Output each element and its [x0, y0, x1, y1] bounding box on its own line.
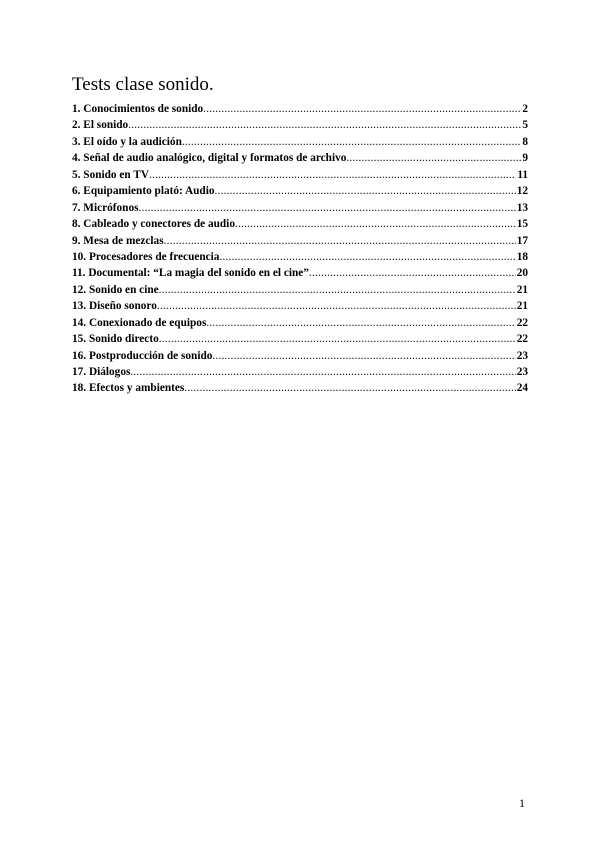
- toc-entry-12[interactable]: [72, 282, 528, 298]
- toc-entry-label: 9. Mesa de mezclas: [72, 234, 164, 247]
- toc-entry-label: 17. Diálogos: [72, 366, 131, 378]
- toc-entry-page: 8: [522, 135, 528, 148]
- toc-entry-page: 2: [522, 103, 528, 115]
- dot-leader: [159, 282, 516, 298]
- toc-entry-4[interactable]: [72, 150, 528, 166]
- toc-entry-16[interactable]: [72, 348, 528, 364]
- toc-entry-1[interactable]: [72, 101, 528, 117]
- toc-entry-page: 24: [516, 382, 528, 395]
- toc-entry-page: 18: [516, 250, 528, 263]
- toc-entry-label: 7. Micrófonos: [72, 201, 139, 214]
- toc-entry-label: 15. Sonido directo: [72, 333, 159, 346]
- toc-entry-14[interactable]: [72, 315, 528, 331]
- page-number: 1: [519, 796, 525, 810]
- toc-entry-13[interactable]: [72, 298, 528, 314]
- toc-entry-label: 8. Cableado y conectores de audio: [72, 218, 235, 231]
- toc-entry-page: 9: [522, 152, 528, 165]
- toc-entry-label: 14. Conexionado de equipos: [72, 316, 207, 329]
- toc-entry-label: 3. El oído y la audición: [72, 135, 182, 148]
- dot-leader: [157, 298, 516, 314]
- toc-entry-label: 4. Señal de audio analógico, digital y formatos de archivo: [72, 152, 347, 165]
- document-title: Tests clase sonido.: [72, 74, 214, 95]
- dot-leader: [182, 134, 521, 150]
- toc-entry-8[interactable]: [72, 216, 528, 232]
- toc-entry-10[interactable]: [72, 249, 528, 265]
- dot-leader: [219, 249, 515, 265]
- toc-entry-3[interactable]: [72, 134, 528, 150]
- dot-leader: [309, 265, 516, 281]
- dot-leader: [128, 117, 521, 133]
- toc-entry-label: 2. El sonido: [72, 119, 129, 132]
- dot-leader: [164, 233, 516, 249]
- toc-entry-page: 22: [516, 316, 528, 329]
- toc-entry-label: 16. Postproducción de sonido: [72, 349, 213, 362]
- toc-entry-page: 15: [516, 218, 528, 231]
- toc-entry-label: 13. Diseño sonoro: [72, 300, 157, 313]
- toc-entry-page: 20: [516, 267, 528, 280]
- toc-entry-18[interactable]: [72, 380, 528, 396]
- dot-leader: [212, 348, 515, 364]
- dot-leader: [149, 167, 516, 183]
- toc-entry-15[interactable]: [72, 331, 528, 347]
- dot-leader: [206, 315, 515, 331]
- toc-entry-page: 12: [516, 185, 528, 198]
- toc-entry-label: 11. Documental: “La magia del sonido en el cine”: [72, 267, 309, 280]
- toc-entry-page: 21: [516, 283, 528, 296]
- table-of-contents: [72, 101, 528, 397]
- toc-entry-11[interactable]: [72, 265, 528, 281]
- toc-entry-9[interactable]: [72, 233, 528, 249]
- toc-entry-page: 17: [516, 234, 528, 247]
- dot-leader: [159, 331, 516, 347]
- toc-entry-7[interactable]: [72, 200, 528, 216]
- dot-leader: [139, 200, 516, 216]
- toc-entry-page: 21: [516, 300, 528, 313]
- toc-entry-6[interactable]: [72, 183, 528, 199]
- toc-entry-2[interactable]: [72, 117, 528, 133]
- dot-leader: [235, 216, 516, 232]
- toc-entry-17[interactable]: [72, 364, 528, 380]
- dot-leader: [346, 150, 521, 166]
- dot-leader: [203, 101, 521, 117]
- toc-entry-label: 5. Sonido en TV: [72, 168, 150, 181]
- toc-entry-page: 23: [516, 349, 528, 362]
- toc-entry-page: 11: [517, 168, 528, 181]
- dot-leader: [215, 183, 516, 199]
- dot-leader: [184, 380, 515, 396]
- dot-leader: [130, 364, 515, 380]
- toc-entry-label: 6. Equipamiento plató: Audio: [72, 185, 215, 198]
- toc-entry-label: 1. Conocimientos de sonido: [72, 103, 204, 115]
- toc-entry-page: 22: [516, 333, 528, 346]
- toc-entry-page: 13: [516, 201, 528, 214]
- toc-entry-label: 18. Efectos y ambientes: [72, 382, 185, 395]
- toc-entry-label: 12. Sonido en cine: [72, 283, 159, 296]
- toc-entry-page: 23: [516, 366, 528, 378]
- toc-entry-page: 5: [522, 119, 528, 132]
- toc-entry-label: 10. Procesadores de frecuencia: [72, 250, 220, 263]
- toc-entry-5[interactable]: [72, 167, 528, 183]
